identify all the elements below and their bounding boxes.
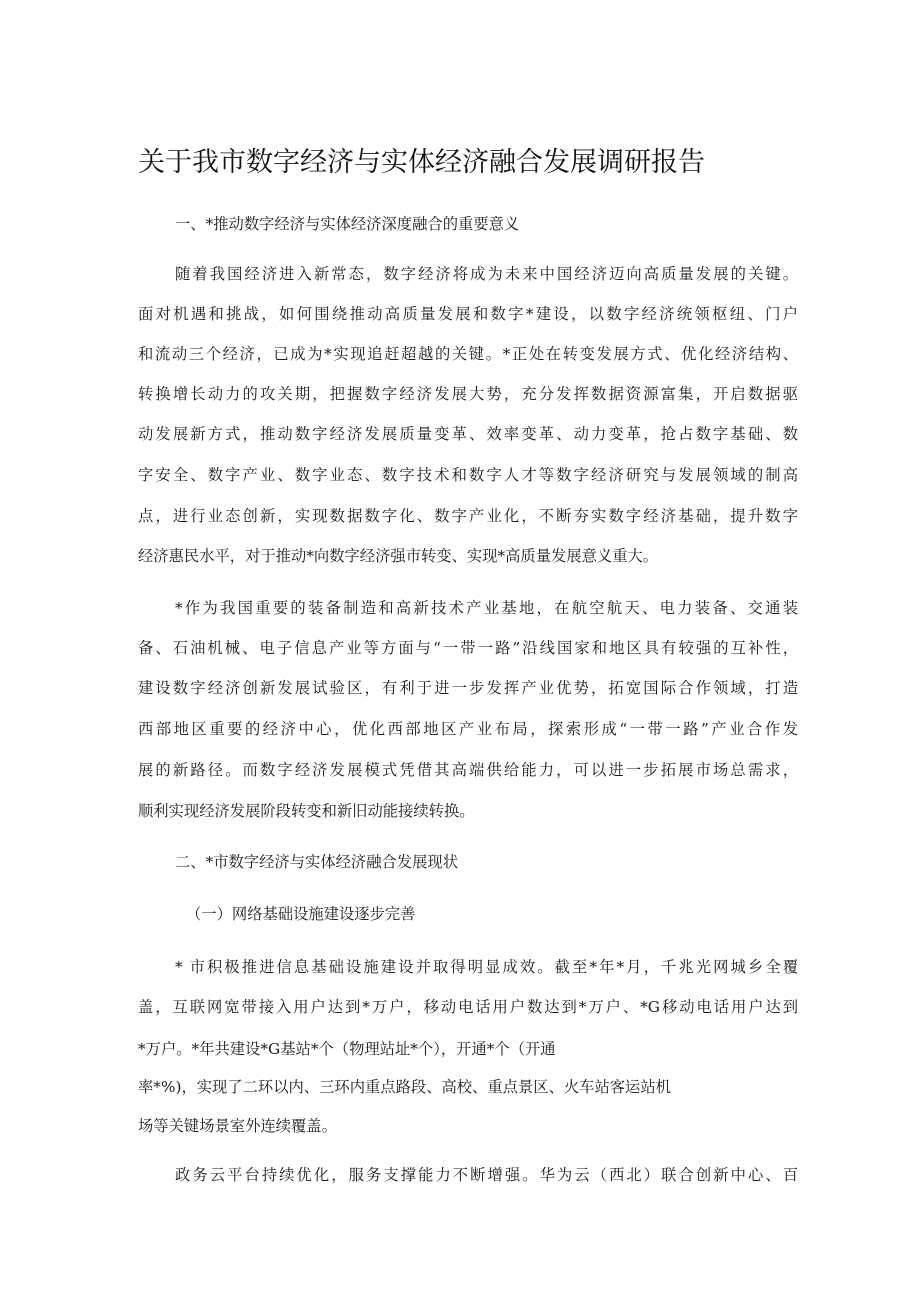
section-heading-2: 二、*市数字经济与实体经济融合发展现状: [175, 853, 458, 871]
paragraph-3-line: 率*%)，实现了二环以内、三环内重点路段、高校、重点景区、火车站客运站机: [138, 1078, 671, 1096]
paragraph-1-line: 面对机遇和挑战，如何围绕推动高质量发展和数字*建设，以数字经济统领枢纽、门户: [138, 305, 798, 323]
paragraph-1-line: 字安全、数字产业、数字业态、数字技术和数字人才等数字经济研究与发展领域的制高: [138, 466, 798, 484]
paragraph-3-line: 盖，互联网宽带接入用户达到*万户，移动电话用户数达到*万户、*G移动电话用户达到: [138, 998, 798, 1016]
paragraph-1-line: 经济惠民水平，对于推动*向数字经济强市转变、实现*高质量发展意义重大。: [138, 547, 659, 565]
paragraph-2-line: 展的新路径。而数字经济发展模式凭借其高端供给能力，可以进一步拓展市场总需求，: [138, 761, 798, 779]
paragraph-3-line: 场等关键场景室外连续覆盖。: [138, 1117, 337, 1135]
document-title: 关于我市数字经济与实体经济融合发展调研报告: [138, 147, 705, 178]
paragraph-4-line: 政务云平台持续优化，服务支撑能力不断增强。华为云（西北）联合创新中心、百: [175, 1166, 798, 1184]
paragraph-2-line: 建设数字经济创新发展试验区，有利于进一步发挥产业优势，拓宽国际合作领域，打造: [138, 679, 798, 697]
paragraph-3-line: *万户。*年共建设*G基站*个（物理站址*个），开通*个（开通: [138, 1040, 556, 1058]
paragraph-1-line: 和流动三个经济，已成为*实现追赶超越的关键。*正处在转变发展方式、优化经济结构、: [138, 345, 798, 363]
paragraph-2-line: 备、石油机械、电子信息产业等方面与“一带一路”沿线国家和地区具有较强的互补性，: [138, 639, 798, 657]
subsection-heading-1: （一）网络基础设施建设逐步完善: [186, 905, 416, 923]
paragraph-1-line: 随着我国经济进入新常态，数字经济将成为未来中国经济迈向高质量发展的关键。: [175, 265, 798, 283]
paragraph-1-line: 点，进行业态创新，实现数据数字化、数字产业化，不断夯实数字经济基础，提升数字: [138, 507, 798, 525]
paragraph-1-line: 动发展新方式，推动数字经济发展质量变革、效率变革、动力变革，抢占数字基础、数: [138, 425, 798, 443]
paragraph-2-line: *作为我国重要的装备制造和高新技术产业基地，在航空航天、电力装备、交通装: [175, 599, 798, 617]
paragraph-2-line: 顺利实现经济发展阶段转变和新旧动能接续转换。: [138, 802, 475, 820]
paragraph-2-line: 西部地区重要的经济中心，优化西部地区产业布局，探索形成“一带一路”产业合作发: [138, 720, 798, 738]
paragraph-1-line: 转换增长动力的攻关期，把握数字经济发展大势，充分发挥数据资源富集，开启数据驱: [138, 385, 798, 403]
section-heading-1: 一、*推动数字经济与实体经济深度融合的重要意义: [175, 215, 520, 233]
paragraph-3-line: * 市积极推进信息基础设施建设并取得明显成效。截至*年*月，千兆光网城乡全覆: [175, 958, 798, 976]
